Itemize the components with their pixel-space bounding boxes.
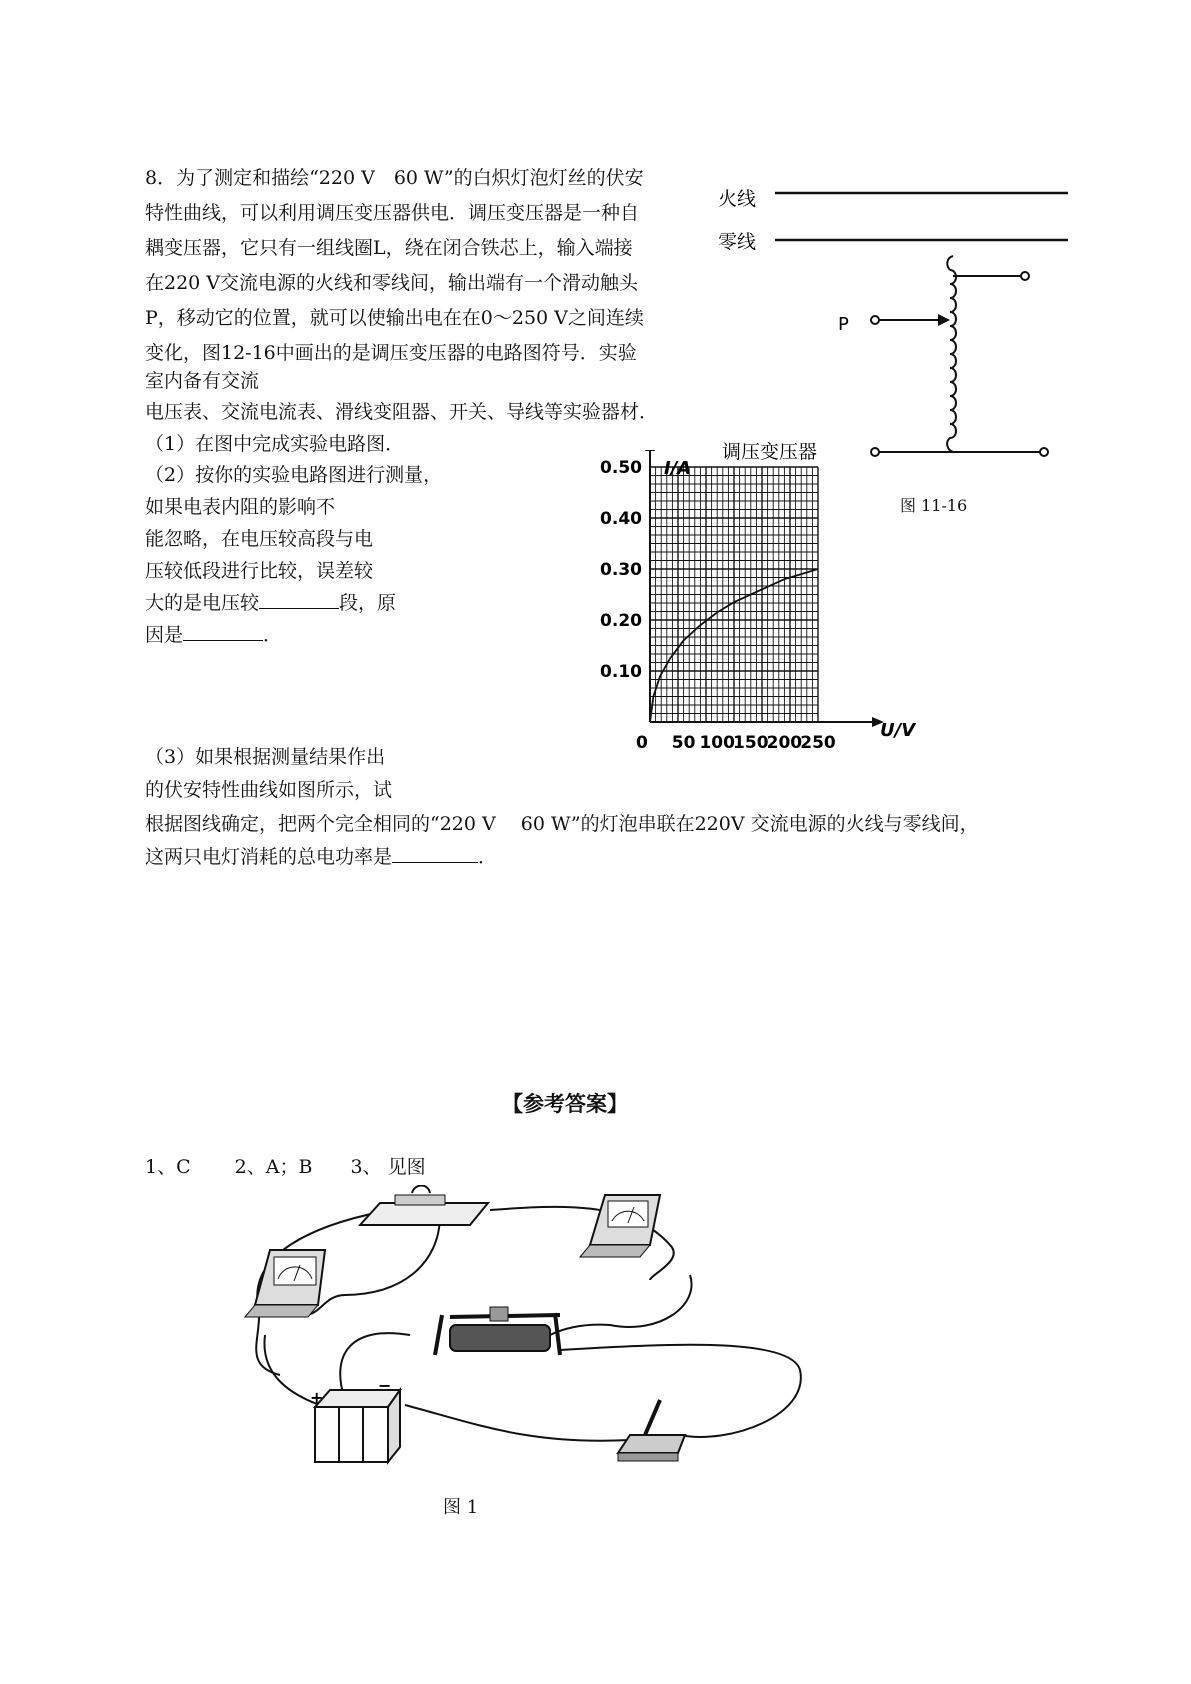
- wire: [305, 1215, 440, 1315]
- transformer-coil: [947, 256, 956, 452]
- x-axis-label: U/V: [880, 720, 916, 741]
- q-text: 因是: [145, 624, 184, 646]
- y-tick-label: 0.50: [600, 458, 642, 478]
- wire: [560, 1345, 801, 1437]
- answer-circuit-figure: [230, 1185, 830, 1475]
- x-tick-label: 0: [636, 733, 648, 750]
- q-line: （2）按你的实验电路图进行测量，: [145, 464, 443, 486]
- q-line: [145, 625, 282, 645]
- input-terminal-right[interactable]: [1040, 448, 1048, 456]
- q-line: 的伏安特性曲线如图所示，试: [145, 779, 393, 801]
- q-text: 大的是电压较: [145, 592, 260, 614]
- q-line: 耦变压器，它只有一组线圈L，绕在闭合铁芯上，输入端接: [145, 237, 633, 259]
- q-line: 电压表、交流电流表、滑线变阻器、开关、导线等实验器材．: [145, 401, 659, 423]
- answer-blank[interactable]: [183, 626, 263, 641]
- y-axis-arrow-icon: [645, 450, 655, 451]
- q-line: 如果电表内阻的影响不: [145, 496, 336, 518]
- voltmeter: [580, 1195, 660, 1257]
- ammeter: [245, 1250, 325, 1317]
- wire: [550, 1275, 692, 1335]
- q-line: [145, 847, 497, 867]
- x-tick-label: 250: [800, 733, 836, 750]
- y-tick-label: 0.20: [600, 611, 642, 631]
- slider-terminal[interactable]: [871, 316, 879, 324]
- q-text: ．: [263, 624, 283, 646]
- wire: [405, 1405, 630, 1441]
- y-tick-label: 0.10: [600, 662, 642, 682]
- q-text: 这两只电灯消耗的总电功率是: [145, 846, 393, 868]
- x-tick-label: 50: [671, 733, 696, 750]
- battery: [310, 1376, 400, 1462]
- arrow-head-icon: [938, 314, 950, 326]
- answer-figure-label: 图 1: [443, 1497, 479, 1518]
- knife-switch-bottom: [618, 1400, 685, 1461]
- q-line: P，移动它的位置，就可以使输出电在在0～250 V之间连续: [145, 307, 644, 329]
- answer-blank[interactable]: [392, 848, 478, 863]
- chart-ticks: [600, 458, 836, 750]
- transformer-diagram: [0, 0, 1191, 480]
- q-line: 变化，图12-16中画出的是调压变压器的电路图符号．实验: [145, 342, 637, 364]
- q-line: 能忽略，在电压较高段与电: [145, 528, 374, 550]
- chart-grid: [650, 467, 818, 722]
- answers-line: 1、C 2、A；B 3、 见图: [145, 1156, 426, 1178]
- answers-header: 【参考答案】: [502, 1091, 628, 1116]
- svg-text:−: −: [378, 1376, 392, 1395]
- neutral-wire-label: 零线: [718, 231, 757, 253]
- q-line: （3）如果根据测量结果作出: [145, 746, 386, 768]
- rheostat: [435, 1307, 560, 1355]
- knife-switch-top: [360, 1186, 488, 1226]
- q-line: 特性曲线，可以利用调压变压器供电．调压变压器是一种自: [145, 202, 640, 224]
- live-wire-label: 火线: [718, 188, 757, 210]
- slider-label: P: [838, 314, 849, 335]
- transformer-label: 调压变压器: [722, 441, 818, 463]
- svg-text:+: +: [310, 1388, 324, 1407]
- q-line: [145, 593, 396, 613]
- x-tick-label: 100: [699, 733, 735, 750]
- y-axis-label: I/A: [664, 458, 692, 479]
- y-tick-label: 0.30: [600, 560, 642, 580]
- output-terminal-top[interactable]: [1021, 272, 1029, 280]
- q-line: 压较低段进行比较，误差较: [145, 560, 374, 582]
- answer-blank[interactable]: [259, 594, 339, 609]
- q-line: （1）在图中完成实验电路图．: [145, 433, 405, 455]
- q-line: 在220 V交流电源的火线和零线间，输出端有一个滑动触头: [145, 272, 639, 294]
- iv-chart: [590, 450, 920, 750]
- x-tick-label: 150: [733, 733, 769, 750]
- q-line: 室内备有交流: [145, 370, 260, 392]
- q-line: 8．为了测定和描绘“220 V 60 W”的白炽灯泡灯丝的伏安: [145, 167, 644, 189]
- y-tick-label: 0.40: [600, 509, 642, 529]
- q-text: ．: [478, 846, 498, 868]
- q-text: 段，原: [339, 592, 397, 614]
- chart-figure-label: 图 11-16: [900, 496, 968, 515]
- x-tick-label: 200: [766, 733, 803, 750]
- q-line: 根据图线确定，把两个完全相同的“220 V 60 W”的灯泡串联在220V 交流电源的火线与零线间，: [145, 813, 979, 835]
